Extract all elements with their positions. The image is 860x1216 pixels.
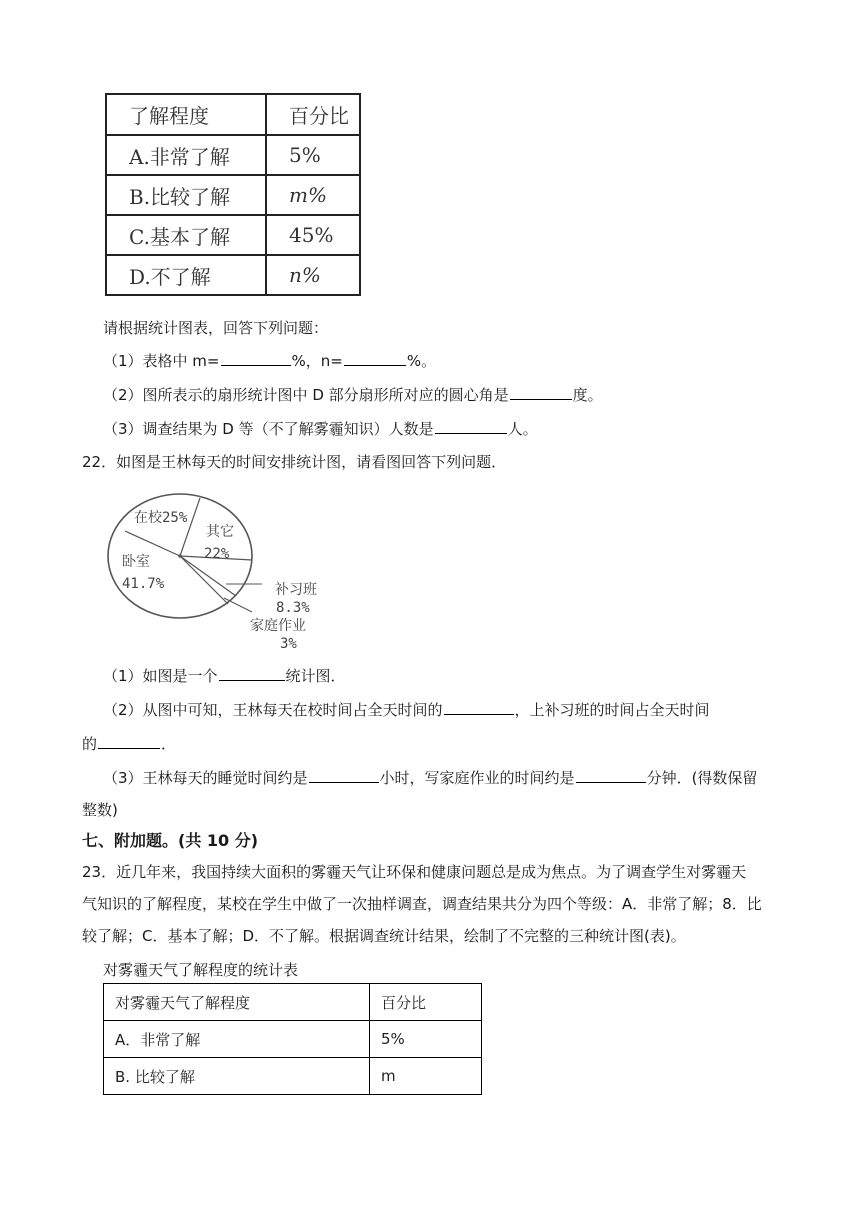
q21-part3 — [103, 418, 538, 439]
q23-line2: 气知识的了解程度，某校在学生中做了一次抽样调查，调查结果共分为四个等级：A．非常了解；8．比 — [82, 895, 762, 913]
q22-part3-text: 分钟．(得数保留 — [646, 769, 758, 787]
pie-divider — [180, 556, 228, 604]
q22-part2-text: （2）从图中可知，王林每天在校时间占全天时间的 — [103, 701, 443, 719]
pie-divider — [180, 498, 200, 556]
leader-line — [224, 598, 252, 612]
pie-label-other-pct: 22% — [204, 546, 230, 562]
table-cell: C.基本了解 — [106, 215, 266, 255]
answer-blank[interactable] — [435, 419, 507, 434]
pie-label-tutoring: 补习班 — [275, 582, 317, 598]
answer-blank[interactable] — [576, 768, 646, 783]
table-row — [106, 215, 360, 255]
pie-label-school: 在校25% — [134, 510, 188, 526]
table-row — [106, 175, 360, 215]
pie-label-homework: 家庭作业 — [250, 618, 306, 634]
table-cell: A．非常了解 — [104, 1021, 370, 1058]
q22-part3-cont: 整数) — [82, 801, 118, 819]
table-header-row — [104, 984, 482, 1021]
table-row — [106, 135, 360, 175]
table-cell: B.比较了解 — [106, 175, 266, 215]
answer-blank[interactable] — [219, 666, 285, 681]
table-cell: 45% — [266, 215, 360, 255]
q22-part3 — [103, 767, 757, 788]
understanding-table-scan — [105, 93, 361, 296]
pie-label-bedroom-pct: 41.7% — [122, 576, 165, 592]
table-cell: 百分比 — [266, 94, 360, 135]
q23-line3: 较了解；C．基本了解；D．不了解。根据调查统计结果，绘制了不完整的三种统计图(表)。 — [82, 927, 686, 945]
q22-part2-cont — [82, 733, 176, 754]
q21-part2-text: （2）图所表示的扇形统计图中 D 部分扇形所对应的圆心角是 — [103, 386, 509, 404]
q21-part2-text: 度。 — [572, 386, 603, 404]
table-row — [104, 1021, 482, 1058]
q22-part1-text: （1）如图是一个 — [103, 667, 218, 685]
table-cell: m% — [266, 175, 360, 215]
pie-label-tutoring-pct: 8.3% — [276, 600, 310, 616]
q22-part1 — [103, 665, 346, 686]
table-cell: 对雾霾天气了解程度 — [104, 984, 370, 1021]
answer-blank[interactable] — [98, 734, 160, 749]
pie-label-homework-pct: 3% — [280, 636, 297, 652]
pie-divider — [125, 531, 180, 556]
q21-part3-text: 人。 — [507, 420, 538, 438]
table-cell: A.非常了解 — [106, 135, 266, 175]
q23-table-title: 对雾霾天气了解程度的统计表 — [103, 961, 299, 979]
q22-part3-text: （3）王林每天的睡觉时间约是 — [103, 769, 308, 787]
answer-blank[interactable] — [344, 351, 406, 366]
pie-center — [178, 554, 182, 558]
understanding-table — [103, 983, 482, 1095]
table-cell: B. 比较了解 — [104, 1058, 370, 1095]
q22-part1-text: 统计图． — [285, 667, 346, 685]
table-cell: n% — [266, 255, 360, 295]
q22-part2-text: ，上补习班的时间占全天时间 — [514, 701, 710, 719]
table-row — [106, 255, 360, 295]
q21-part1-text: %，n= — [291, 352, 343, 370]
q22-stem: 22．如图是王林每天的时间安排统计图，请看图回答下列问题． — [82, 453, 507, 471]
q22-part2-text: ． — [161, 735, 177, 753]
q21-part1-text: %。 — [406, 352, 437, 370]
table-header-row — [106, 94, 360, 135]
q21-part1 — [103, 350, 436, 371]
answer-blank[interactable] — [510, 385, 572, 400]
table-cell: 5% — [266, 135, 360, 175]
table-cell: 了解程度 — [106, 94, 266, 135]
q21-part2 — [103, 384, 603, 405]
pie-label-other: 其它 — [206, 524, 234, 540]
table-row — [104, 1058, 482, 1095]
table-cell: m — [370, 1058, 482, 1095]
q21-part3-text: （3）调查结果为 D 等（不了解雾霾知识）人数是 — [103, 420, 434, 438]
q22-part2 — [103, 699, 710, 720]
answer-blank[interactable] — [444, 700, 514, 715]
q23-line1: 23．近几年来，我国持续大面积的雾霾天气让环保和健康问题总是成为焦点。为了调查学生对雾霾天 — [82, 863, 747, 881]
q21-intro: 请根据统计图表，回答下列问题： — [103, 319, 329, 337]
table-cell: 5% — [370, 1021, 482, 1058]
answer-blank[interactable] — [221, 351, 291, 366]
section-heading: 七、附加题。(共 10 分) — [82, 831, 259, 850]
q22-part3-text: 小时，写家庭作业的时间约是 — [379, 769, 575, 787]
pie-label-bedroom: 卧室 — [122, 554, 150, 570]
time-pie-chart — [100, 488, 350, 658]
q22-part2-text: 的 — [82, 735, 98, 753]
table-cell: 百分比 — [370, 984, 482, 1021]
q21-part1-text: （1）表格中 m= — [103, 352, 220, 370]
pie-divider — [180, 556, 236, 596]
answer-blank[interactable] — [309, 768, 379, 783]
table-cell: D.不了解 — [106, 255, 266, 295]
